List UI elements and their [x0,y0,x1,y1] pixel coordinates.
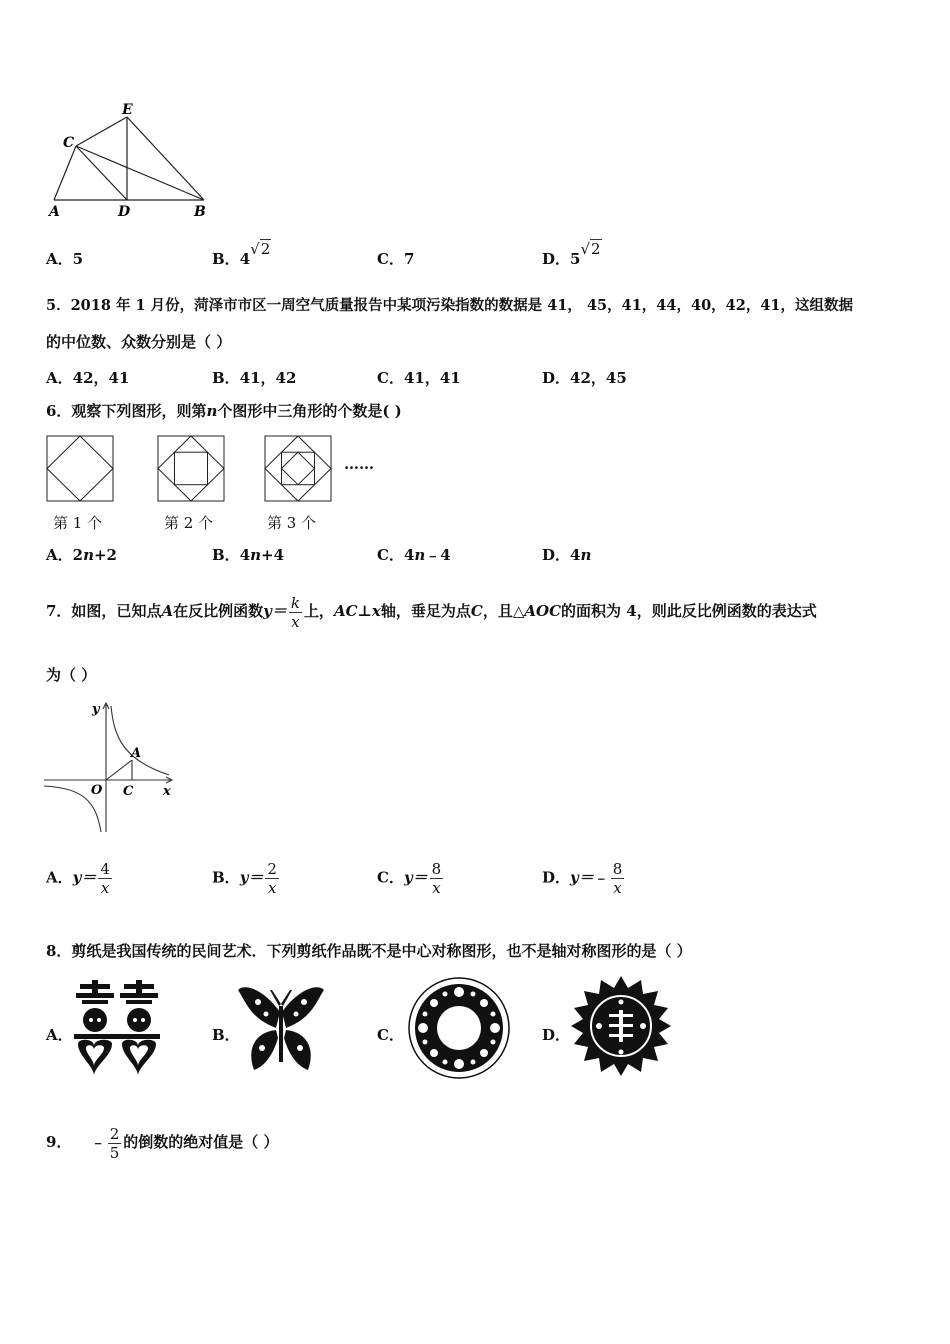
figure-caption-1: 第 1 个 [53,514,103,532]
option-letter: A． [46,868,73,887]
option-letter: B． [212,369,240,387]
sqrt-sign: √2 [250,240,271,258]
nested-squares-figure-2 [157,435,227,503]
q5-option-c[interactable] [377,368,461,388]
option-letter: B． [212,868,240,887]
stem-text: 轴，垂足为点 [380,602,471,620]
label-a: A [49,204,60,220]
coef: 2 [72,546,84,564]
figure-caption-2: 第 2 个 [164,514,214,532]
label-e: E [122,102,133,118]
stem-text: 的面积为 4，则此反比例函数的表达式 [561,602,817,620]
option-value: 41，42 [239,369,297,387]
coef: 4 [570,546,581,564]
stem-text: 6．观察下列图形，则第 [46,402,207,420]
q6-option-a[interactable] [46,545,117,565]
fraction-k-over-x [289,594,302,631]
option-fraction [265,860,279,897]
denominator: x [98,878,112,897]
denominator: x [265,878,279,897]
q4-option-b[interactable] [212,240,271,269]
numerator: 8 [431,860,442,878]
y-equals: y＝ [570,868,594,887]
denominator: 5 [109,1143,120,1162]
triangle-aoc: AOC [524,602,562,620]
option-letter: C． [377,868,404,887]
figure-caption-3: 第 3 个 [267,514,317,532]
sqrt-sign: √2 [580,240,601,258]
y-equals: y＝ [263,602,287,620]
q6-option-b[interactable] [212,545,284,565]
question-number: 9． [46,1133,72,1151]
axis-label-x: x [163,784,171,799]
option-value: 7 [403,250,415,268]
q8-option-b-letter[interactable]: B． [212,1026,240,1044]
option-value: 42，45 [570,369,627,387]
q7-option-d[interactable] [542,860,626,897]
numerator: 2 [109,1124,120,1143]
q6-stem [46,400,402,422]
q7-stem-line1 [46,582,817,640]
q8-option-c-letter[interactable]: C． [377,1026,404,1044]
option-letter: D． [542,369,571,387]
option-fraction [430,860,444,897]
point-label-a: A [131,746,142,761]
q7-option-c[interactable] [377,860,445,897]
numerator: 2 [267,860,277,878]
q4-option-a[interactable] [46,249,83,269]
const: +2 [93,546,117,564]
denominator: x [611,878,625,897]
numerator: k [290,593,300,612]
perp-symbol: ⊥ [357,602,372,620]
stem-text: 上， [303,602,334,620]
option-letter: B． [212,250,240,268]
option-value: 41，41 [403,369,461,387]
fraction-2-over-5 [108,1125,122,1162]
stem-text: ，且△ [482,602,525,620]
nested-squares-figure-3 [264,435,334,503]
variable-n: n [206,402,218,420]
option-letter: B． [212,546,240,564]
variable-n: n [83,546,94,564]
q5-stem-line2: 的中位数、众数分别是（ ） [46,333,232,351]
q8-option-d-letter[interactable]: D． [542,1026,571,1044]
q4-option-d[interactable] [542,240,602,269]
option-letter: A． [46,250,73,268]
option-letter: A． [46,546,73,564]
double-happiness-papercut[interactable] [72,980,162,1080]
q4-option-c[interactable] [377,249,414,269]
stem-text: 7．如图，已知点 [46,602,162,620]
label-d: D [118,204,131,220]
ellipsis: …… [344,455,374,473]
point-label-c: C [123,784,134,799]
q5-stem-line1: 5．2018 年 1 月份，菏泽市市区一周空气质量报告中某项污染指数的数据是 41， 45，41，44，40，42，41，这组数据 [46,297,854,314]
q8-option-a-letter[interactable]: A． [46,1026,73,1044]
option-letter: A． [46,369,73,387]
hyperbola-graph [44,698,184,834]
q5-option-b[interactable] [212,368,296,388]
radicand: 2 [591,240,601,258]
q5-option-d[interactable] [542,368,627,388]
q6-option-d[interactable] [542,545,591,565]
variable-x: x [371,602,381,620]
option-fraction [98,860,112,897]
q5-option-a[interactable] [46,368,129,388]
label-b: B [194,204,206,220]
minus-sign: ﹣ [90,1133,106,1151]
round-flower-papercut[interactable] [407,976,511,1080]
stem-text: 个图形中三角形的个数是( ) [217,402,402,420]
segment-ac: AC [333,602,358,620]
triangle-figure [44,100,214,225]
numerator: 8 [612,860,623,878]
axis-label-y: y [92,702,100,717]
point-c: C [470,602,483,620]
option-letter: C． [377,546,404,564]
option-letter: D． [542,546,571,564]
sunburst-papercut[interactable] [569,974,673,1078]
coef: 4 [239,546,251,564]
sign: ﹣ [593,868,609,887]
option-fraction [611,860,625,897]
option-value: 42，41 [72,369,130,387]
butterfly-papercut[interactable] [236,982,326,1078]
option-letter: D． [542,250,571,268]
denominator: x [289,612,302,631]
q9-stem [46,1112,278,1172]
variable-n: n [414,546,426,564]
variable-n: n [250,546,262,564]
const: ﹣4 [425,546,451,564]
q8-stem: 8．剪纸是我国传统的民间艺术．下列剪纸作品既不是中心对称图形，也不是轴对称图形的是（ ） [46,942,692,960]
option-value: 4 [239,250,251,268]
radicand: 2 [260,240,271,258]
option-value: 5 [72,250,84,268]
option-letter: C． [377,369,404,387]
variable-n: n [580,546,592,564]
q6-option-c[interactable] [377,545,451,565]
point-a: A [161,602,174,620]
stem-text: 在反比例函数 [173,602,264,620]
origin-label: O [91,783,103,798]
nested-squares-figure-1 [46,435,116,503]
y-equals: y＝ [72,868,97,887]
const: +4 [261,546,285,564]
denominator: x [430,878,444,897]
q7-option-a[interactable] [46,860,114,897]
y-equals: y＝ [239,868,264,887]
stem-text: 的倒数的绝对值是（ ） [123,1133,279,1151]
option-letter: C． [377,250,404,268]
y-equals: y＝ [403,868,428,887]
option-letter: D． [542,868,571,887]
q7-stem-line2: 为（ ） [46,666,97,684]
label-c: C [63,135,75,151]
coef: 4 [403,546,415,564]
q7-option-b[interactable] [212,860,281,897]
numerator: 4 [100,860,110,878]
option-value: 5 [570,250,581,268]
